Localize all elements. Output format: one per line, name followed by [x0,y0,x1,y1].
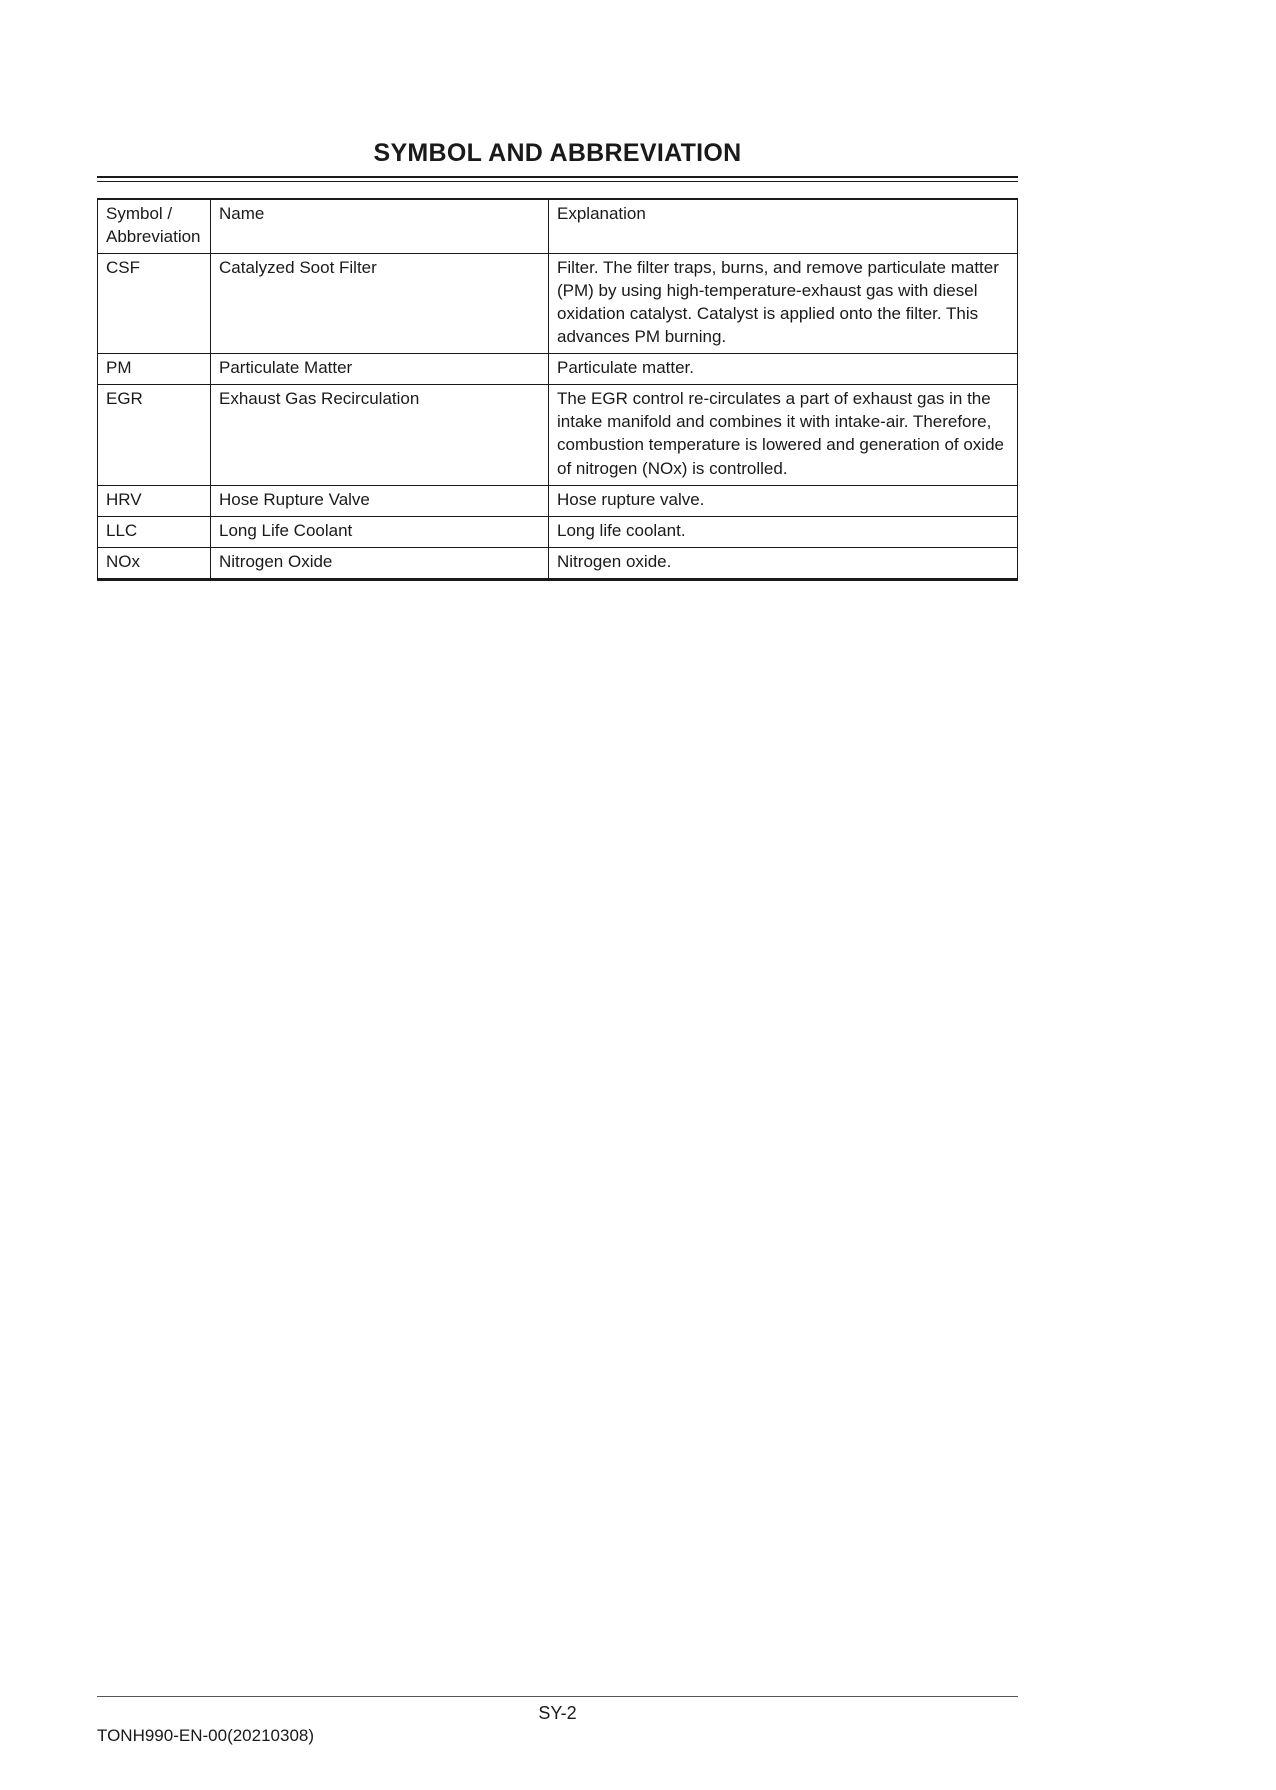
footer-rule [97,1696,1018,1697]
name-cell: Long Life Coolant [211,516,549,547]
title-double-rule [97,176,1018,182]
page-footer [97,1696,1018,1746]
explanation-cell: Long life coolant. [549,516,1018,547]
name-cell: Exhaust Gas Recirculation [211,385,549,485]
header-name: Name [211,199,549,254]
header-explanation: Explanation [549,199,1018,254]
table-row [98,253,1018,353]
explanation-cell: The EGR control re-circulates a part of exhaust gas in the intake manifold and combines it with intake-air. Therefore, combustion temperature is lowered and generation of oxide of nitrogen (NOx) is controlled. [549,385,1018,485]
page-title: SYMBOL AND ABBREVIATION [373,139,742,167]
symbol-cell: PM [98,354,211,385]
name-cell: Catalyzed Soot Filter [211,253,549,353]
page-number: SY-2 [538,1703,577,1723]
document-code: TONH990-EN-00(20210308) [97,1726,315,1745]
name-cell: Hose Rupture Valve [211,485,549,516]
table-row [98,354,1018,385]
table-row [98,485,1018,516]
explanation-cell: Nitrogen oxide. [549,547,1018,579]
page-content [97,0,1018,581]
explanation-cell: Filter. The filter traps, burns, and remove particulate matter (PM) by using high-temperature-exhaust gas with diesel oxidation catalyst. Catalyst is applied onto the filter. This advances PM burning. [549,253,1018,353]
name-cell: Nitrogen Oxide [211,547,549,579]
symbol-cell: LLC [98,516,211,547]
table-row [98,516,1018,547]
header-symbol-abbreviation: Symbol / Abbreviation [98,199,211,254]
explanation-cell: Hose rupture valve. [549,485,1018,516]
symbol-cell: CSF [98,253,211,353]
table-row [98,547,1018,579]
symbol-cell: EGR [98,385,211,485]
name-cell: Particulate Matter [211,354,549,385]
symbol-cell: HRV [98,485,211,516]
abbreviation-table [97,198,1018,582]
symbol-cell: NOx [98,547,211,579]
explanation-cell: Particulate matter. [549,354,1018,385]
table-header-row [98,199,1018,254]
table-row [98,385,1018,485]
